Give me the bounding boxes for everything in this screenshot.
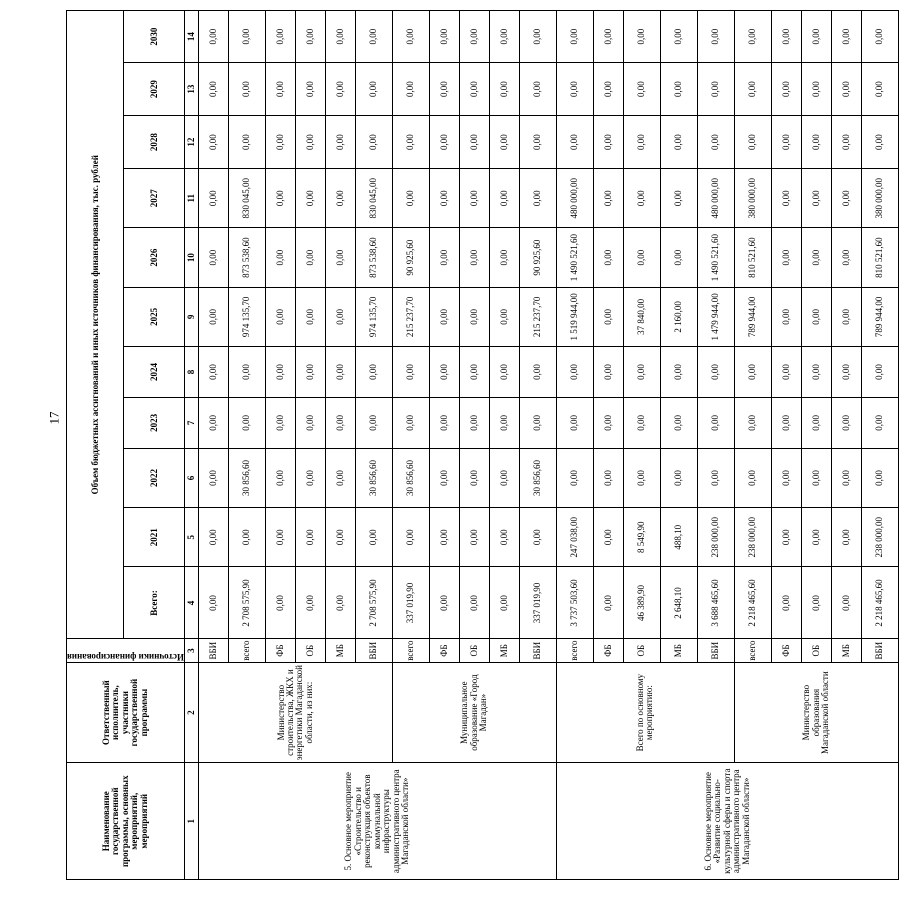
- amount-cell: 0,00: [801, 347, 831, 398]
- amount-cell: 0,00: [325, 508, 355, 567]
- amount-cell: 0,00: [325, 169, 355, 228]
- amount-cell: 0,00: [801, 287, 831, 346]
- amount-cell: 0,00: [198, 397, 228, 448]
- amount-cell: 0,00: [355, 508, 392, 567]
- funding-source: МБ: [325, 639, 355, 662]
- index-row: [184, 11, 198, 880]
- amount-cell: 0,00: [459, 11, 489, 63]
- amount-cell: 238 000,00: [734, 508, 771, 567]
- amount-cell: 0,00: [697, 63, 734, 116]
- amount-cell: 0,00: [265, 508, 295, 567]
- amount-cell: 0,00: [556, 397, 593, 448]
- amount-cell: 0,00: [295, 116, 325, 169]
- amount-cell: 0,00: [429, 508, 459, 567]
- amount-cell: 0,00: [392, 116, 429, 169]
- amount-cell: 0,00: [519, 508, 556, 567]
- amount-cell: 8 549,90: [623, 508, 660, 567]
- amount-cell: 0,00: [459, 63, 489, 116]
- amount-cell: 0,00: [392, 347, 429, 398]
- amount-cell: 0,00: [265, 116, 295, 169]
- amount-cell: 0,00: [489, 228, 519, 287]
- amount-cell: 0,00: [831, 11, 861, 63]
- amount-cell: 380 000,00: [861, 169, 898, 228]
- amount-cell: 0,00: [801, 567, 831, 639]
- amount-cell: 0,00: [265, 347, 295, 398]
- funding-source: ВБИ: [519, 639, 556, 662]
- funding-source: ФБ: [771, 639, 801, 662]
- amount-cell: 0,00: [801, 397, 831, 448]
- funding-source: ВБИ: [861, 639, 898, 662]
- col-exec-header: Ответственный исполнитель, участники государственной программы: [67, 662, 185, 763]
- amount-cell: 1 490 521,60: [697, 228, 734, 287]
- amount-cell: 0,00: [831, 448, 861, 507]
- amount-cell: 0,00: [228, 116, 265, 169]
- amount-cell: 0,00: [355, 116, 392, 169]
- amount-cell: 2 218 465,60: [861, 567, 898, 639]
- amount-cell: 0,00: [660, 397, 697, 448]
- amount-cell: 0,00: [355, 63, 392, 116]
- amount-cell: 789 944,00: [734, 287, 771, 346]
- amount-cell: 0,00: [623, 116, 660, 169]
- column-index: 14: [184, 11, 198, 63]
- amount-cell: 0,00: [489, 169, 519, 228]
- amount-cell: 0,00: [265, 397, 295, 448]
- amount-cell: 0,00: [198, 567, 228, 639]
- amount-cell: 0,00: [660, 63, 697, 116]
- amount-cell: 2 218 465,60: [734, 567, 771, 639]
- funding-source: ФБ: [429, 639, 459, 662]
- executor-name: Министерство строительства, ЖКХ и энергетики Магаданской области, из них:: [198, 662, 392, 763]
- column-index: 12: [184, 116, 198, 169]
- amount-cell: 0,00: [228, 397, 265, 448]
- amount-cell: 0,00: [831, 347, 861, 398]
- column-index: 6: [184, 448, 198, 507]
- amount-cell: 0,00: [593, 228, 623, 287]
- amount-cell: 0,00: [295, 448, 325, 507]
- amount-cell: 0,00: [660, 116, 697, 169]
- column-index: 11: [184, 169, 198, 228]
- amount-cell: 0,00: [429, 448, 459, 507]
- amount-cell: 0,00: [734, 63, 771, 116]
- amount-cell: 0,00: [198, 287, 228, 346]
- year-header: 2022: [124, 448, 185, 507]
- amount-cell: 0,00: [771, 508, 801, 567]
- amount-cell: 0,00: [593, 448, 623, 507]
- amount-cell: 0,00: [801, 63, 831, 116]
- table-row: [392, 11, 429, 880]
- amount-cell: 0,00: [861, 63, 898, 116]
- amount-cell: 0,00: [771, 116, 801, 169]
- amount-cell: 215 237,70: [519, 287, 556, 346]
- amount-cell: 2 708 575,90: [355, 567, 392, 639]
- amount-cell: 3 688 465,60: [697, 567, 734, 639]
- executor-name: Муниципальное образование «Город Магадан»: [392, 662, 556, 763]
- year-header: 2027: [124, 169, 185, 228]
- table-body: [198, 11, 898, 880]
- amount-cell: 0,00: [198, 63, 228, 116]
- amount-cell: 30 856,60: [519, 448, 556, 507]
- amount-cell: 0,00: [459, 397, 489, 448]
- col-volume-header: Объем бюджетных ассигнований и иных источников финансирования, тыс. рублей: [67, 11, 124, 640]
- funding-source: ВБИ: [355, 639, 392, 662]
- amount-cell: 0,00: [593, 567, 623, 639]
- amount-cell: 0,00: [459, 116, 489, 169]
- amount-cell: 0,00: [771, 169, 801, 228]
- amount-cell: 0,00: [623, 169, 660, 228]
- amount-cell: 0,00: [519, 397, 556, 448]
- amount-cell: 0,00: [265, 287, 295, 346]
- column-index: 7: [184, 397, 198, 448]
- amount-cell: 0,00: [429, 63, 459, 116]
- year-header: 2030: [124, 11, 185, 63]
- amount-cell: 0,00: [489, 397, 519, 448]
- amount-cell: 37 840,00: [623, 287, 660, 346]
- column-index: 13: [184, 63, 198, 116]
- amount-cell: 238 000,00: [861, 508, 898, 567]
- amount-cell: 0,00: [459, 287, 489, 346]
- table-header: [67, 11, 199, 880]
- col-name-header: Наименование государственной программы, основных мероприятий, мероприятий: [67, 763, 185, 880]
- amount-cell: 0,00: [325, 397, 355, 448]
- amount-cell: 974 135,70: [228, 287, 265, 346]
- amount-cell: 0,00: [801, 508, 831, 567]
- funding-source: всего: [556, 639, 593, 662]
- funding-source: ОБ: [623, 639, 660, 662]
- amount-cell: 0,00: [325, 347, 355, 398]
- amount-cell: 0,00: [392, 63, 429, 116]
- amount-cell: 0,00: [519, 347, 556, 398]
- amount-cell: 0,00: [295, 63, 325, 116]
- funding-source: ОБ: [295, 639, 325, 662]
- column-index: 9: [184, 287, 198, 346]
- year-header: Всего:: [124, 567, 185, 639]
- year-header: 2023: [124, 397, 185, 448]
- amount-cell: 0,00: [429, 567, 459, 639]
- amount-cell: 0,00: [771, 567, 801, 639]
- amount-cell: 0,00: [660, 347, 697, 398]
- amount-cell: 0,00: [623, 347, 660, 398]
- amount-cell: 0,00: [355, 11, 392, 63]
- amount-cell: 0,00: [697, 116, 734, 169]
- amount-cell: 0,00: [489, 347, 519, 398]
- amount-cell: 0,00: [392, 11, 429, 63]
- amount-cell: 0,00: [801, 11, 831, 63]
- amount-cell: 0,00: [459, 228, 489, 287]
- amount-cell: 0,00: [489, 287, 519, 346]
- funding-source: МБ: [831, 639, 861, 662]
- funding-source: всего: [734, 639, 771, 662]
- amount-cell: 0,00: [771, 228, 801, 287]
- amount-cell: 30 856,60: [392, 448, 429, 507]
- column-index: 10: [184, 228, 198, 287]
- amount-cell: 0,00: [771, 287, 801, 346]
- amount-cell: 0,00: [801, 116, 831, 169]
- amount-cell: 0,00: [519, 116, 556, 169]
- funding-source: МБ: [489, 639, 519, 662]
- amount-cell: 0,00: [355, 347, 392, 398]
- amount-cell: 1 479 944,00: [697, 287, 734, 346]
- amount-cell: 0,00: [556, 448, 593, 507]
- amount-cell: 0,00: [295, 228, 325, 287]
- amount-cell: 0,00: [295, 169, 325, 228]
- amount-cell: 0,00: [801, 448, 831, 507]
- amount-cell: 0,00: [228, 11, 265, 63]
- year-header: 2024: [124, 347, 185, 398]
- amount-cell: 30 856,60: [355, 448, 392, 507]
- page-number: 17: [46, 411, 62, 425]
- amount-cell: 0,00: [771, 63, 801, 116]
- amount-cell: 0,00: [831, 397, 861, 448]
- program-name: 5. Основное мероприятие «Строительство и реконструкция объектов коммунальной инфраструктуры административного центра Магаданской области»: [198, 763, 556, 880]
- year-header: 2021: [124, 508, 185, 567]
- funding-source: ФБ: [593, 639, 623, 662]
- amount-cell: 0,00: [771, 448, 801, 507]
- amount-cell: 0,00: [489, 116, 519, 169]
- amount-cell: 0,00: [771, 347, 801, 398]
- executor-name: Всего по основному мероприятию:: [556, 662, 734, 763]
- amount-cell: 0,00: [355, 397, 392, 448]
- amount-cell: 0,00: [429, 169, 459, 228]
- col-source-header: [67, 639, 185, 662]
- executor-name: Министерство образования Магаданской области: [734, 662, 898, 763]
- amount-cell: 0,00: [198, 169, 228, 228]
- amount-cell: 0,00: [660, 169, 697, 228]
- amount-cell: 337 019,90: [519, 567, 556, 639]
- amount-cell: 0,00: [265, 448, 295, 507]
- amount-cell: 0,00: [593, 11, 623, 63]
- funding-source: МБ: [660, 639, 697, 662]
- amount-cell: 0,00: [831, 116, 861, 169]
- amount-cell: 0,00: [489, 567, 519, 639]
- amount-cell: 0,00: [831, 169, 861, 228]
- funding-source: ОБ: [801, 639, 831, 662]
- amount-cell: 0,00: [623, 63, 660, 116]
- amount-cell: 0,00: [697, 11, 734, 63]
- funding-source: ВБИ: [697, 639, 734, 662]
- amount-cell: 0,00: [697, 397, 734, 448]
- funding-source: ВБИ: [198, 639, 228, 662]
- amount-cell: 0,00: [593, 347, 623, 398]
- amount-cell: 0,00: [325, 228, 355, 287]
- amount-cell: 90 925,60: [519, 228, 556, 287]
- amount-cell: 974 135,70: [355, 287, 392, 346]
- amount-cell: 0,00: [831, 287, 861, 346]
- financing-table: [66, 10, 899, 880]
- amount-cell: 0,00: [593, 397, 623, 448]
- amount-cell: 0,00: [265, 63, 295, 116]
- amount-cell: 0,00: [265, 567, 295, 639]
- amount-cell: 0,00: [459, 169, 489, 228]
- amount-cell: 480 000,00: [556, 169, 593, 228]
- funding-source: ФБ: [265, 639, 295, 662]
- amount-cell: 0,00: [325, 567, 355, 639]
- column-index: 3: [184, 639, 198, 662]
- amount-cell: 46 389,90: [623, 567, 660, 639]
- amount-cell: 0,00: [489, 448, 519, 507]
- funding-source: ОБ: [459, 639, 489, 662]
- amount-cell: 0,00: [198, 116, 228, 169]
- column-index: 1: [184, 763, 198, 880]
- amount-cell: 0,00: [593, 116, 623, 169]
- amount-cell: 0,00: [198, 347, 228, 398]
- amount-cell: 0,00: [198, 228, 228, 287]
- amount-cell: 0,00: [295, 508, 325, 567]
- amount-cell: 3 737 503,60: [556, 567, 593, 639]
- column-index: 4: [184, 567, 198, 639]
- amount-cell: 0,00: [198, 508, 228, 567]
- program-name: 6. Основное мероприятие «Развитие социально-культурной сферы и спорта административного центра Магаданской области»: [556, 763, 898, 880]
- amount-cell: 0,00: [734, 397, 771, 448]
- amount-cell: 247 038,00: [556, 508, 593, 567]
- amount-cell: 0,00: [623, 228, 660, 287]
- amount-cell: 0,00: [801, 228, 831, 287]
- amount-cell: 0,00: [861, 448, 898, 507]
- column-index: 2: [184, 662, 198, 763]
- amount-cell: 0,00: [295, 397, 325, 448]
- amount-cell: 0,00: [734, 116, 771, 169]
- amount-cell: 480 000,00: [697, 169, 734, 228]
- amount-cell: 0,00: [429, 287, 459, 346]
- amount-cell: 0,00: [295, 287, 325, 346]
- amount-cell: 0,00: [734, 448, 771, 507]
- amount-cell: 810 521,60: [861, 228, 898, 287]
- amount-cell: 0,00: [325, 116, 355, 169]
- amount-cell: 0,00: [198, 448, 228, 507]
- amount-cell: 0,00: [429, 347, 459, 398]
- year-header: 2025: [124, 287, 185, 346]
- amount-cell: 1 490 521,60: [556, 228, 593, 287]
- amount-cell: 0,00: [429, 11, 459, 63]
- amount-cell: 0,00: [593, 63, 623, 116]
- amount-cell: 0,00: [660, 228, 697, 287]
- amount-cell: 0,00: [489, 63, 519, 116]
- amount-cell: 0,00: [593, 287, 623, 346]
- column-index: 8: [184, 347, 198, 398]
- amount-cell: 380 000,00: [734, 169, 771, 228]
- year-header: 2029: [124, 63, 185, 116]
- amount-cell: 0,00: [295, 11, 325, 63]
- amount-cell: 0,00: [697, 448, 734, 507]
- amount-cell: 0,00: [771, 11, 801, 63]
- amount-cell: 0,00: [265, 169, 295, 228]
- amount-cell: 0,00: [593, 508, 623, 567]
- amount-cell: 0,00: [861, 347, 898, 398]
- amount-cell: 0,00: [459, 567, 489, 639]
- amount-cell: 0,00: [734, 11, 771, 63]
- amount-cell: 0,00: [623, 11, 660, 63]
- amount-cell: 0,00: [228, 347, 265, 398]
- amount-cell: 0,00: [228, 508, 265, 567]
- amount-cell: 0,00: [265, 228, 295, 287]
- amount-cell: 0,00: [198, 11, 228, 63]
- amount-cell: 0,00: [459, 448, 489, 507]
- amount-cell: 0,00: [429, 228, 459, 287]
- amount-cell: 0,00: [861, 397, 898, 448]
- amount-cell: 337 019,90: [392, 567, 429, 639]
- amount-cell: 0,00: [519, 63, 556, 116]
- amount-cell: 0,00: [593, 169, 623, 228]
- funding-source: всего: [392, 639, 429, 662]
- amount-cell: 1 519 944,00: [556, 287, 593, 346]
- amount-cell: 0,00: [660, 11, 697, 63]
- amount-cell: 0,00: [325, 287, 355, 346]
- year-header: 2028: [124, 116, 185, 169]
- amount-cell: 0,00: [325, 448, 355, 507]
- amount-cell: 30 856,60: [228, 448, 265, 507]
- amount-cell: 215 237,70: [392, 287, 429, 346]
- amount-cell: 873 538,60: [355, 228, 392, 287]
- amount-cell: 0,00: [392, 169, 429, 228]
- year-header: 2026: [124, 228, 185, 287]
- col-source-label: Источники финансирования: [67, 651, 184, 662]
- amount-cell: 0,00: [325, 63, 355, 116]
- amount-cell: 0,00: [295, 567, 325, 639]
- amount-cell: 0,00: [459, 508, 489, 567]
- amount-cell: 0,00: [861, 116, 898, 169]
- amount-cell: 0,00: [831, 228, 861, 287]
- amount-cell: 0,00: [556, 11, 593, 63]
- amount-cell: 0,00: [831, 508, 861, 567]
- table-row: [198, 11, 228, 880]
- amount-cell: 0,00: [519, 169, 556, 228]
- amount-cell: 0,00: [459, 347, 489, 398]
- funding-source: всего: [228, 639, 265, 662]
- table-row: [734, 11, 771, 880]
- amount-cell: 0,00: [623, 397, 660, 448]
- amount-cell: 789 944,00: [861, 287, 898, 346]
- amount-cell: 0,00: [265, 11, 295, 63]
- amount-cell: 0,00: [831, 567, 861, 639]
- rotated-table-container: [66, 10, 885, 880]
- amount-cell: 0,00: [392, 397, 429, 448]
- amount-cell: 0,00: [831, 63, 861, 116]
- amount-cell: 0,00: [801, 169, 831, 228]
- amount-cell: 830 045,00: [355, 169, 392, 228]
- amount-cell: 810 521,60: [734, 228, 771, 287]
- amount-cell: 0,00: [429, 397, 459, 448]
- amount-cell: 0,00: [734, 347, 771, 398]
- column-index: 5: [184, 508, 198, 567]
- table-row: [556, 11, 593, 880]
- amount-cell: 0,00: [556, 63, 593, 116]
- amount-cell: 0,00: [489, 11, 519, 63]
- amount-cell: 0,00: [861, 11, 898, 63]
- amount-cell: 0,00: [489, 508, 519, 567]
- amount-cell: 0,00: [429, 116, 459, 169]
- amount-cell: 2 708 575,90: [228, 567, 265, 639]
- amount-cell: 0,00: [556, 116, 593, 169]
- amount-cell: 830 045,00: [228, 169, 265, 228]
- amount-cell: 0,00: [519, 11, 556, 63]
- amount-cell: 2 648,10: [660, 567, 697, 639]
- amount-cell: 0,00: [295, 347, 325, 398]
- amount-cell: 238 000,00: [697, 508, 734, 567]
- amount-cell: 873 538,60: [228, 228, 265, 287]
- amount-cell: 2 160,00: [660, 287, 697, 346]
- amount-cell: 0,00: [228, 63, 265, 116]
- amount-cell: 0,00: [325, 11, 355, 63]
- amount-cell: 0,00: [623, 448, 660, 507]
- amount-cell: 0,00: [697, 347, 734, 398]
- amount-cell: 0,00: [556, 347, 593, 398]
- amount-cell: 488,10: [660, 508, 697, 567]
- amount-cell: 90 925,60: [392, 228, 429, 287]
- amount-cell: 0,00: [660, 448, 697, 507]
- amount-cell: 0,00: [771, 397, 801, 448]
- amount-cell: 0,00: [392, 508, 429, 567]
